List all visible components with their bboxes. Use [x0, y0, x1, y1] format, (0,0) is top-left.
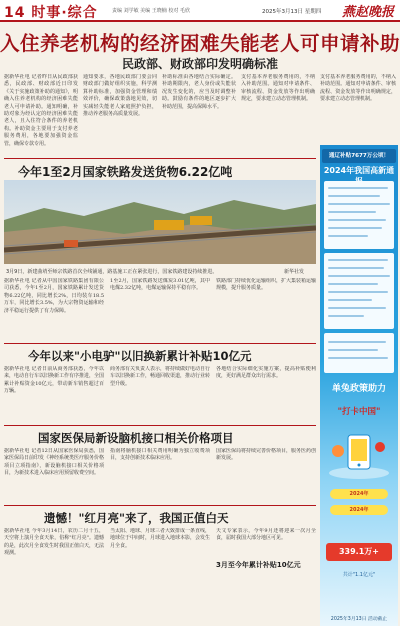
lead-headline: 入住养老机构的经济困难失能老人可申请补助: [0, 32, 400, 55]
ad-text-line: [328, 357, 388, 359]
ad-amount-box: 339.1万+: [326, 543, 392, 561]
article1-col5: 支付基本养老服务费用的，不纳入补助范围。通知对申请条件、审核流程、资金发放等作出明确规定，要求建立动态管理机制。: [320, 74, 396, 103]
article3-col1: 据新华社电 记者日前从商务部获悉，今年以来，电动自行车以旧换新工作有序推进，全国累计补贴资金10亿元，带动新车销售超过百万辆。: [4, 366, 104, 395]
ad-year-badge: 2024年: [330, 505, 388, 515]
article1-col1: 据新华社电 记者昨日从民政部获悉，民政部、财政部近日印发《关于实施政策补助的通知》，明确入住养老机构的经济困难失能老人可申请补助。通知明确，补助对象为经认定的经济困难失能老人，且入住符合条件的养老机构。补助资金主要用于支付养老服务费用，各地要加强资金监管，确保专款专用。: [4, 74, 78, 147]
ad-text-line: [328, 227, 382, 229]
ad-text-line: [328, 259, 388, 261]
ad-text-line: [328, 283, 378, 285]
ad-footer-text: 2025年3月13日 活动截止: [330, 617, 388, 622]
page-masthead: [0, 0, 400, 22]
ad-text-line: [328, 349, 378, 351]
ad-illustration-icon: [326, 421, 392, 481]
ad-year-badge: 2024年: [330, 489, 388, 499]
section-divider: [4, 505, 316, 506]
article3-col2: 商务部有关负责人表示，将持续做好电动自行车以旧换新工作，畅通回收渠道，推动行业转型升级。: [110, 366, 210, 387]
newspaper-logo: 燕赵晚报: [341, 5, 394, 20]
ad-text-line: [328, 219, 386, 221]
photo-caption: 3月9日，新建曲靖至师宗铁路首次全线铺通，路基施工正在紧张进行，国家铁路建设持续推进。: [6, 269, 218, 275]
ad-text-line: [328, 275, 390, 277]
ad-text-line: [328, 203, 390, 205]
ad-title-white: 单兔政策助力: [331, 384, 386, 394]
ad-title-red: "打卡中国": [337, 407, 381, 417]
article5-col1: 据新华社电 今年3月14日，农历二月十五，天空将上演月全食天象，俗称"红月亮"。遗憾的是，此次月全食发生时我国正值白天，无法观测。: [4, 528, 104, 557]
article4-col2: 指南将脑机接口相关费用明确为独立收费项目，支持创新技术临床应用。: [110, 448, 210, 462]
article4-title: 国家医保局新设脑机接口相关价格项目: [38, 431, 234, 445]
ad-text-line: [328, 187, 388, 189]
article3-col3: 各地结合实际细化实施方案，提高补贴便利度，更好满足群众出行需求。: [216, 366, 316, 380]
issue-date: 2025年3月13日 星期四: [262, 9, 322, 15]
ad-text-line: [328, 299, 372, 301]
section-divider: [4, 343, 316, 344]
ad-info-card: [324, 333, 394, 373]
ad-info-card: [324, 181, 394, 249]
lead-subheadline: 民政部、财政部印发明确标准: [121, 57, 278, 71]
ad-text-line: [328, 267, 384, 269]
railway-photo: [4, 180, 316, 264]
article1-col2: 通知要求，各地民政部门要会同财政部门做好组织实施，科学测算补助标准，加强资金管理和绩效评价，确保政策落地见效，切实减轻失能老人家庭照护负担，推动养老服务高质量发展。: [83, 74, 157, 118]
article2-title: 今年1至2月国家铁路发送货物6.22亿吨: [18, 165, 233, 179]
ad-text-line: [328, 235, 368, 237]
article5-col2: 当太阳、地球、月球三者大致排成一条直线，地球位于中间时，月球进入地球本影，会发生月全食。: [110, 528, 210, 549]
ad-stamp-text: 共计"1.1亿元": [342, 572, 376, 578]
editor-credits: 责编 刘学敏 美编 王晓楠 校对 毛欣: [112, 8, 190, 14]
advertisement-panel: [320, 145, 398, 626]
page-section-label: 14 时事·综合: [4, 5, 98, 21]
ad-banner-text: 通辽补贴7677万公顷！: [328, 153, 390, 159]
article4-col3: 国家医保局将持续完善价格项目，服务医药创新发展。: [216, 448, 316, 462]
article3-title: 今年以来"小电驴"以旧换新累计补贴10亿元: [28, 349, 252, 363]
article2-col1: 据新华社电 记者从中国国家铁路集团有限公司获悉，今年1至2月，国家铁路累计发送货物6.22亿吨，同比增长2%，日均装车18.5万车，同比增长3.5%，为大宗物资运输和经济平稳运行提供了有力保障。: [4, 278, 104, 314]
article1-col3: 补助标准由各地结合实际确定。补助期限内，老人身份或失能状况发生变化的，应当及时调整补助。鼓励有条件的地区逐步扩大补助范围，提高保障水平。: [162, 74, 236, 110]
ad-text-line: [328, 307, 386, 309]
ad-text-line: [328, 195, 380, 197]
ad-heading: 2024年我国高新通: [323, 166, 395, 175]
ad-text-line: [328, 315, 364, 317]
photo-credit: 新华社发: [284, 269, 305, 275]
sidebar-title: 3月至今年累计补贴10亿元: [216, 561, 301, 569]
section-divider: [4, 158, 316, 159]
ad-text-line: [328, 341, 386, 343]
article2-col2: 1至2月，国家铁路发送煤炭3.01亿吨，其中电煤2.32亿吨，电煤运输保持平稳有序。: [110, 278, 210, 292]
article2-col3: 铁路部门持续优化运输组织，扩大集装箱运输规模，提升服务质量。: [216, 278, 316, 292]
ad-text-line: [328, 211, 376, 213]
article1-col4: 支付基本养老服务费用的，不纳入补助范围。通知对申请条件、审核流程、资金发放等作出明确规定，要求建立动态管理机制。: [241, 74, 315, 103]
article5-col3: 天文专家表示，今年9月还将迎来一次月全食，届时我国大部分地区可见。: [216, 528, 316, 542]
section-divider: [4, 425, 316, 426]
article4-col1: 据新华社电 记者12日从国家医保局获悉，国家医保局日前印发《神经系统类医疗服务价格项目立项指南》，新设脑机接口相关价格项目，为新技术进入临床应用预留收费空间。: [4, 448, 104, 477]
article5-title: 遗憾！"红月亮"来了，我国正值白天: [44, 511, 229, 525]
ad-info-card: [324, 253, 394, 329]
ad-text-line: [328, 291, 388, 293]
